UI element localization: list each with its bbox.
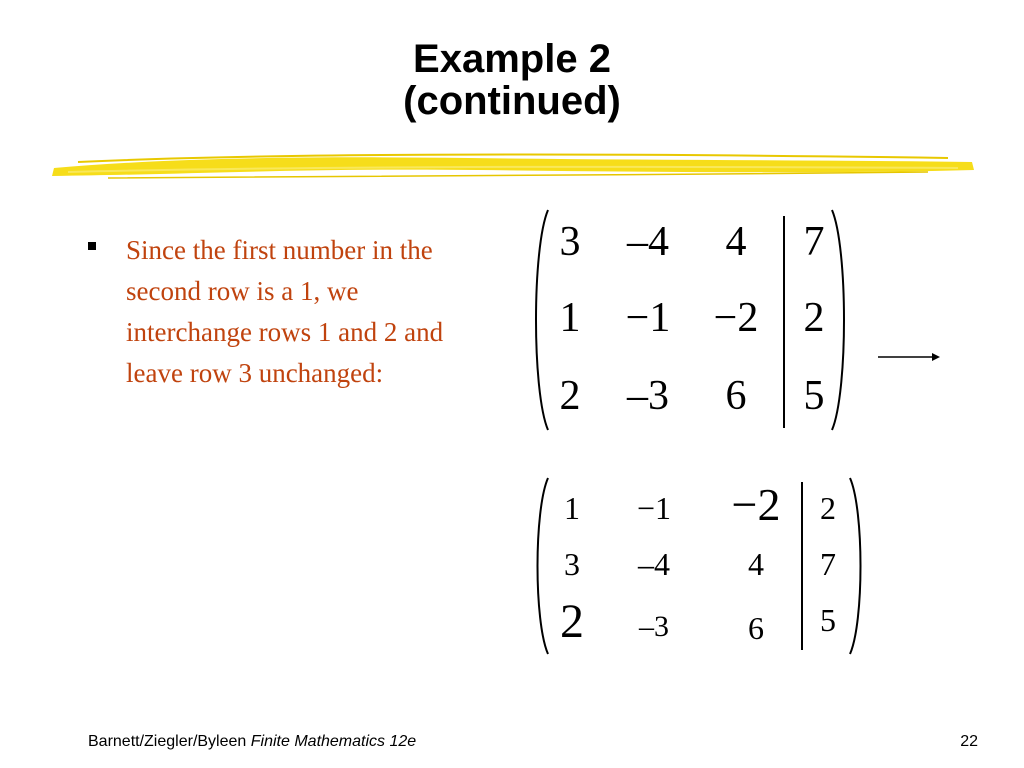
matrix-cell: 6 <box>725 373 747 419</box>
matrix-cell: 1 <box>564 490 580 526</box>
matrix-cell: 3 <box>559 219 581 265</box>
footer-book-title: Finite Mathematics 12e <box>250 733 417 750</box>
matrix-cell: –3 <box>627 373 669 419</box>
augment-divider <box>801 482 803 650</box>
matrix-cell: –4 <box>627 219 669 265</box>
right-paren-icon <box>846 476 866 656</box>
title-line-1: Example 2 <box>413 37 611 81</box>
matrix-cell: 5 <box>820 602 836 638</box>
matrix-cell: 2 <box>559 373 581 419</box>
matrix-cell: 7 <box>820 546 836 582</box>
footer-authors: Barnett/Ziegler/Byleen <box>88 733 247 750</box>
matrix-cell: 1 <box>559 295 581 341</box>
augmented-matrix-swapped <box>532 476 866 656</box>
matrix-cell: 2 <box>820 490 836 526</box>
matrix-cell: −1 <box>625 295 671 341</box>
bullet-square-icon <box>88 242 96 250</box>
augmented-matrix-original <box>530 208 850 432</box>
matrix-cell: −2 <box>731 479 781 530</box>
matrix-cell: −2 <box>713 295 759 341</box>
left-paren-icon <box>530 208 552 432</box>
matrix-cell: –4 <box>638 546 670 582</box>
matrix-cell: 5 <box>803 373 825 419</box>
left-paren-icon <box>532 476 552 656</box>
matrix-cell: 3 <box>564 546 580 582</box>
augment-divider <box>783 216 785 428</box>
matrix-cell: 4 <box>748 546 764 582</box>
title-line-2: (continued) <box>403 79 621 123</box>
matrix-cell: 7 <box>803 219 825 265</box>
matrix-cell: –3 <box>639 610 669 643</box>
right-paren-icon <box>828 208 850 432</box>
slide-title <box>0 38 1024 122</box>
matrix-cell: 4 <box>725 219 747 265</box>
title-underline-decoration <box>48 148 978 184</box>
matrix-cell: 6 <box>748 610 764 646</box>
bullet-text: Since the first number in the second row is a 1, we interchange rows 1 and 2 and leave row 3 unchanged: <box>126 235 444 388</box>
matrix-cell: 2 <box>560 595 584 648</box>
footer-citation <box>88 733 416 751</box>
right-arrow-icon <box>878 350 940 364</box>
matrix-cell: 2 <box>803 295 825 341</box>
matrix-cell: −1 <box>636 490 672 526</box>
page-number: 22 <box>960 733 978 750</box>
